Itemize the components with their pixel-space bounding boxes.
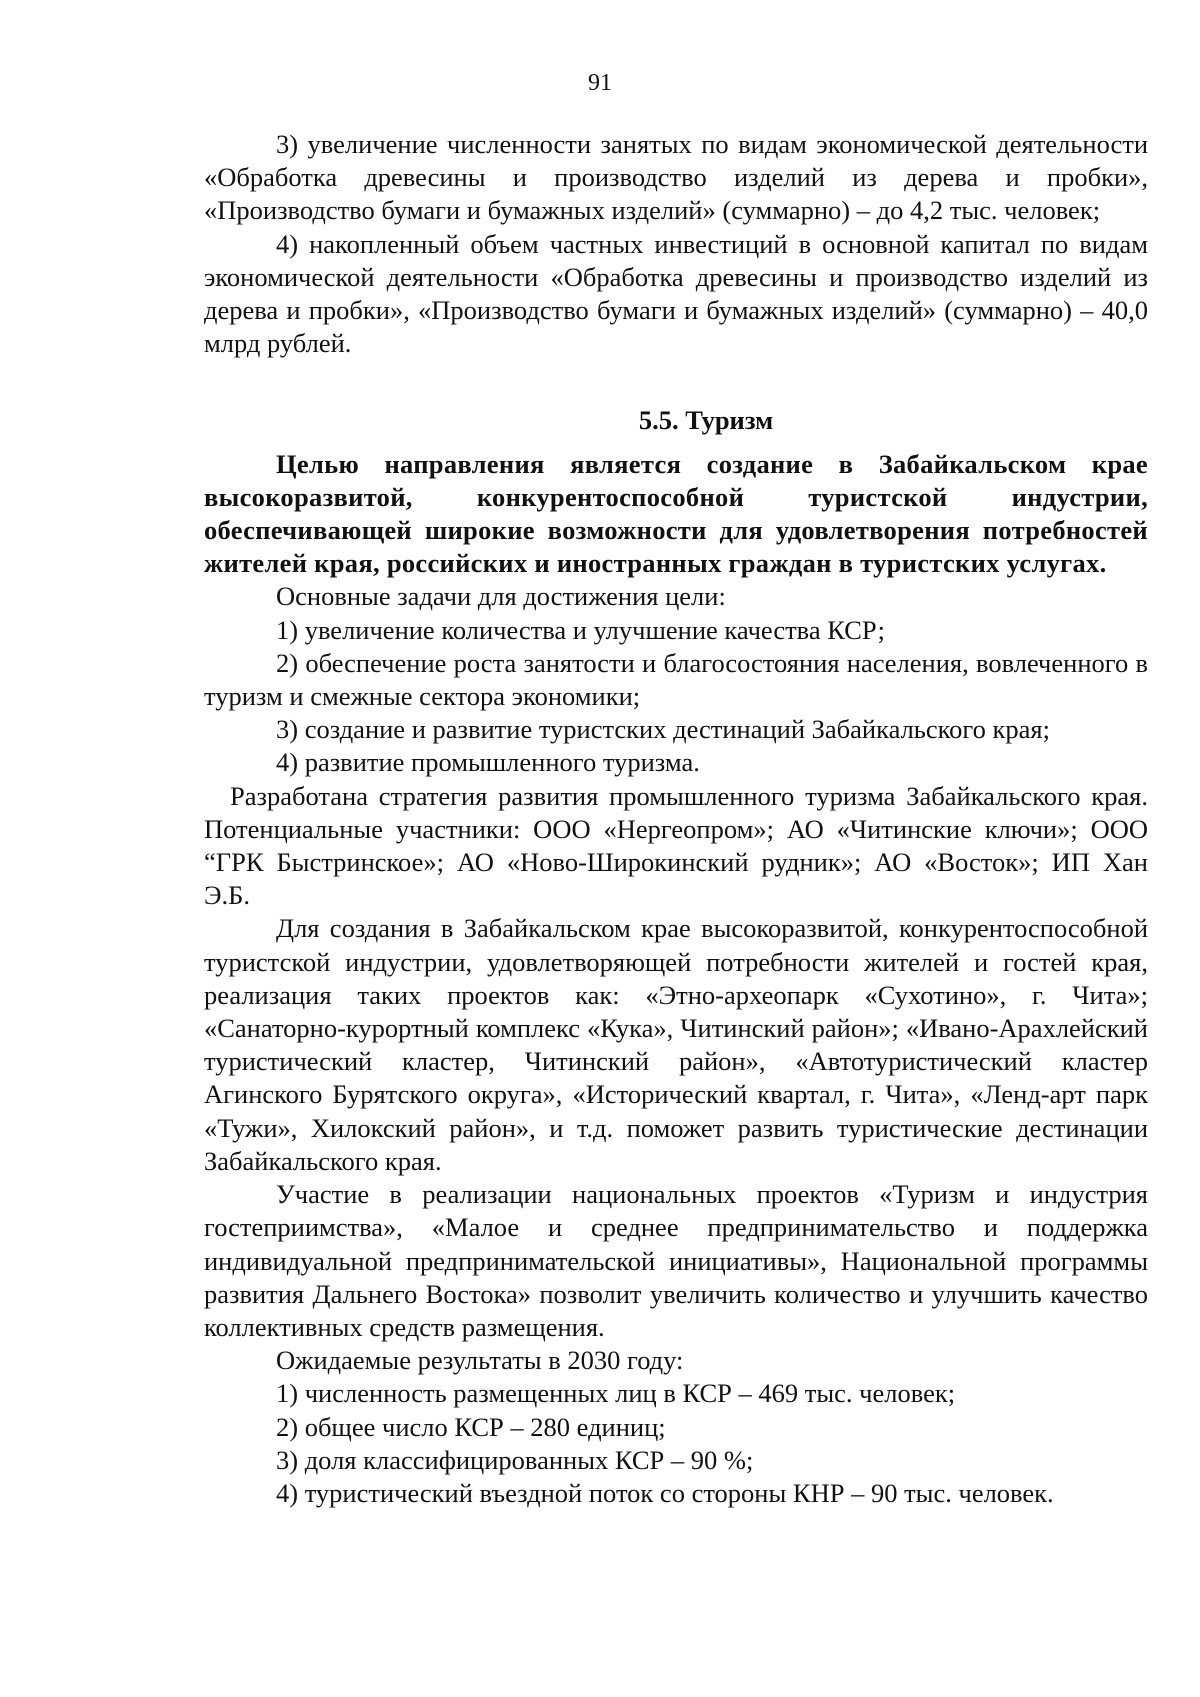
national-projects-paragraph: Участие в реализации национальных проектов «Туризм и индустрия гостеприимства», «Малое и среднее предпринимательство и поддержка индивидуальной предпринимательской инициативы», Национальной программы развития Дальнего Востока» позволит увеличить количество и улучшить качество коллективных средств размещения.	[204, 1179, 1148, 1342]
result-item-1: 1) численность размещенных лиц в КСР – 469 тыс. человек;	[276, 1378, 956, 1409]
document-body	[204, 128, 1148, 1510]
result-item-2: 2) общее число КСР – 280 единиц;	[276, 1411, 666, 1442]
task-item-2: 2) обеспечение роста занятости и благосостояния населения, вовлеченного в туризм и смежные сектора экономики;	[204, 647, 1148, 712]
section-title: 5.5. Туризм	[638, 405, 774, 436]
paragraph-top-4: 4) накопленный объем частных инвестиций в основной капитал по видам экономической деятельности «Обработка древесины и производство изделий из дерева и пробки», «Производство бумаги и бумажных изделий» (суммарно) – 40,0 млрд рублей.	[204, 228, 1148, 359]
result-item-3: 3) доля классифицированных КСР – 90 %;	[276, 1444, 754, 1475]
task-item-3: 3) создание и развитие туристских дестинаций Забайкальского края;	[276, 714, 1050, 745]
projects-paragraph: Для создания в Забайкальском крае высокоразвитой, конкурентоспособной туристской индустрии, удовлетворяющей потребности жителей и гостей края, реализация таких проектов как: «Этно-археопарк «Сухотино», г. Чита»; «Санаторно-курортный комплекс «Кука», Читинский район»; «Ивано-Арахлейский туристический кластер, Читинский район», «Автотуристический кластер Агинского Бурятского округа», «Исторический квартал, г. Чита», «Ленд-арт парк «Тужи», Хилокский район», и т.д. поможет развить туристические дестинации Забайкальского края.	[204, 913, 1148, 1176]
paragraph-top-3: 3) увеличение численности занятых по видам экономической деятельности «Обработка древесины и производство изделий из дерева и пробки», «Производство бумаги и бумажных изделий» (суммарно) – до 4,2 тыс. человек;	[204, 129, 1148, 226]
tasks-intro: Основные задачи для достижения цели:	[276, 581, 726, 612]
result-item-4: 4) туристический въездной поток со стороны КНР – 90 тыс. человек.	[276, 1477, 1054, 1508]
results-intro: Ожидаемые результаты в 2030 году:	[276, 1345, 684, 1376]
task-item-4: 4) развитие промышленного туризма.	[276, 747, 700, 778]
section-goal: Целью направления является создание в Забайкальском крае высокоразвитой, конкурентоспособной туристской индустрии, обеспечивающей широкие возможности для удовлетворения потребностей жителей края, российских и иностранных граждан в туристских услугах.	[204, 448, 1148, 579]
task-item-1: 1) увеличение количества и улучшение качества КСР;	[276, 614, 885, 645]
page-number: 91	[588, 70, 612, 96]
strategy-paragraph: Разработана стратегия развития промышленного туризма Забайкальского края. Потенциальные участники: ООО «Нергеопром»; АО «Читинские ключи»; ООО “ГРК Быстринское»; АО «Ново-Широкинский рудник»; АО «Восток»; ИП Хан Э.Б.	[204, 780, 1148, 911]
